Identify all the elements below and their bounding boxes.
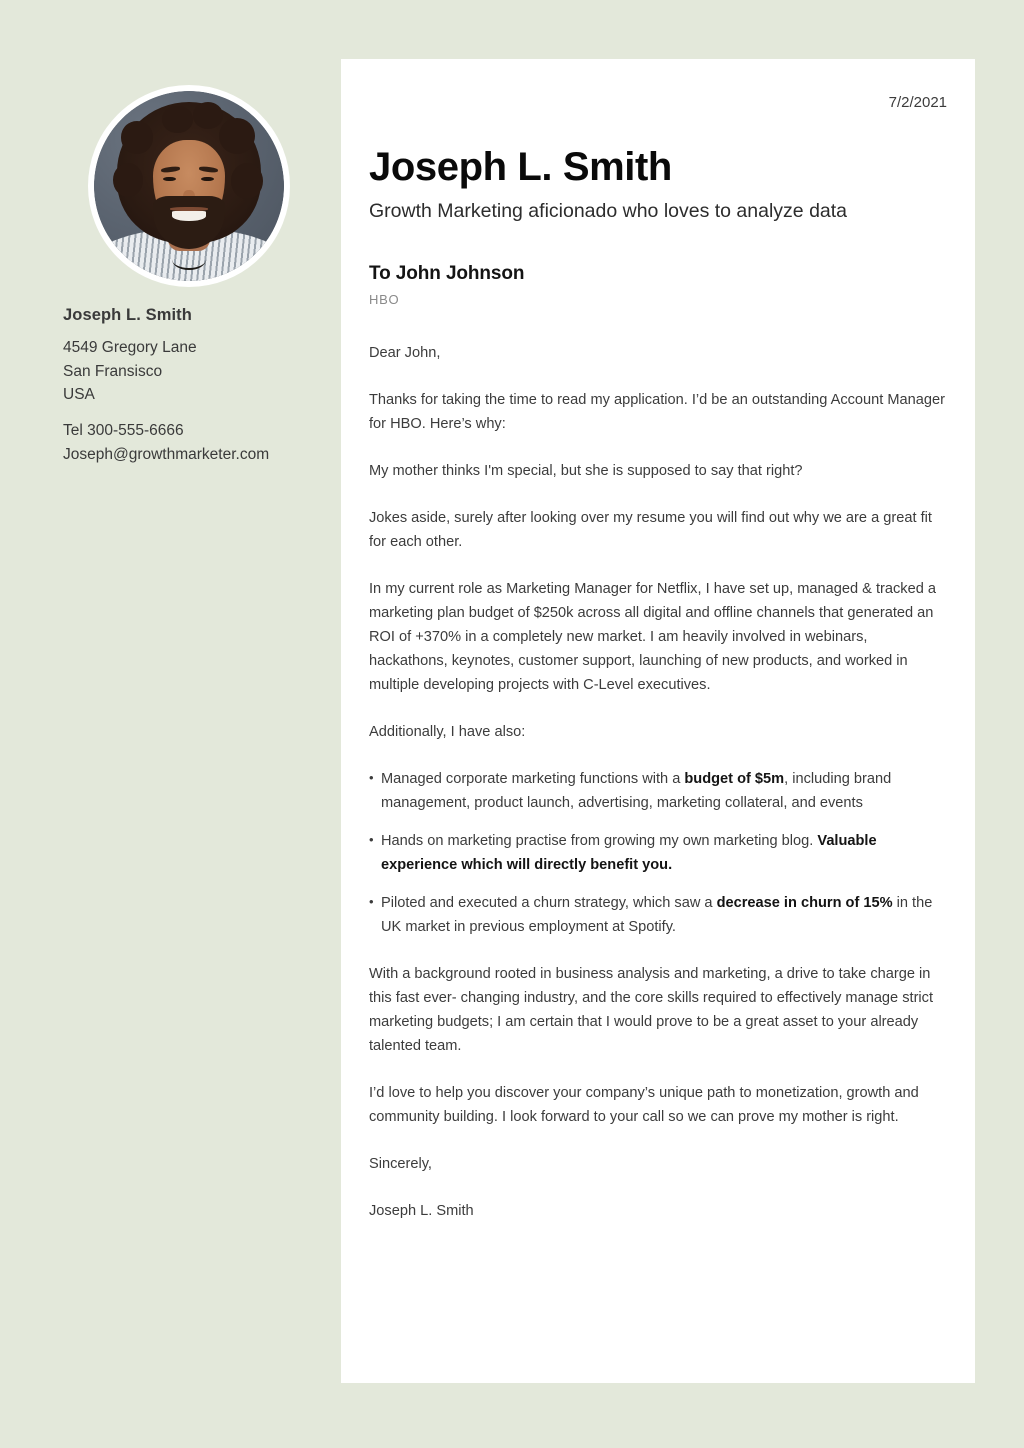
photo-eye-left bbox=[163, 177, 175, 182]
photo-necklace bbox=[172, 249, 206, 270]
bullet-text-bold: decrease in churn of 15% bbox=[716, 895, 893, 911]
photo-hair-curl bbox=[162, 106, 192, 133]
address-street: 4549 Gregory Lane bbox=[63, 339, 197, 356]
avatar-photo bbox=[94, 91, 284, 281]
photo-hair-curl bbox=[121, 121, 153, 153]
contact-email[interactable]: Joseph@growthmarketer.com bbox=[63, 445, 270, 463]
bullet-text-bold: budget of $5m bbox=[684, 771, 785, 787]
signature: Joseph L. Smith bbox=[369, 1203, 474, 1219]
bullet-text-post: in the UK market in previous employment at Spotify. bbox=[381, 895, 933, 935]
sidebar-contact bbox=[63, 419, 269, 466]
achievements-list bbox=[369, 767, 949, 939]
address-city: San Fransisco bbox=[63, 362, 163, 380]
list-item bbox=[369, 829, 949, 877]
sidebar-address bbox=[63, 336, 197, 407]
letter-card bbox=[341, 59, 975, 1383]
page-title: Joseph L. Smith bbox=[369, 145, 672, 189]
avatar bbox=[88, 85, 290, 287]
bullets-intro: Additionally, I have also: bbox=[369, 724, 526, 740]
letter-tagline: Growth Marketing aficionado who loves to analyze data bbox=[369, 200, 848, 222]
letter-date: 7/2/2021 bbox=[888, 94, 947, 111]
bullet-text-post: , including brand management, product launch, advertising, marketing collateral, and events bbox=[381, 771, 892, 811]
letter-content bbox=[369, 144, 949, 1246]
photo-smile bbox=[172, 211, 206, 221]
body-paragraph: With a background rooted in business analysis and marketing, a drive to take charge in this fast ever- changing industry, and the core skills required to effectively manage strict marketing budgets; I am certain that I would prove to be a great asset to your already talented team. bbox=[369, 966, 934, 1054]
body-paragraph: Jokes aside, surely after looking over my resume you will find out why we are a great fit for each other. bbox=[369, 510, 932, 550]
contact-phone: Tel 300-555-6666 bbox=[63, 422, 184, 439]
salutation: Dear John, bbox=[369, 345, 441, 361]
recipient-company: HBO bbox=[369, 292, 400, 307]
body-paragraph: Thanks for taking the time to read my application. I’d be an outstanding Account Manager for HBO. Here’s why: bbox=[369, 392, 945, 432]
sidebar-name: Joseph L. Smith bbox=[63, 306, 192, 324]
list-item bbox=[369, 891, 949, 939]
body-paragraph: In my current role as Marketing Manager for Netflix, I have set up, managed & tracked a marketing plan budget of $250k across all digital and offline channels that generated an ROI of +370% in a completely new market. I am heavily involved in webinars, hackathons, keynotes, customer support, launching of new products, and worked in multiple developing projects with C-Level executives. bbox=[369, 581, 936, 693]
letter-body bbox=[369, 341, 949, 1223]
bullet-text-pre: Piloted and executed a churn strategy, which saw a bbox=[381, 895, 717, 911]
address-country: USA bbox=[63, 386, 95, 403]
photo-hair-curl bbox=[219, 118, 255, 154]
bullet-text-pre: Managed corporate marketing functions with a bbox=[381, 771, 685, 787]
body-paragraph: I’d love to help you discover your company’s unique path to monetization, growth and community building. I look forward to your call so we can prove my mother is right. bbox=[369, 1085, 919, 1125]
sign-off: Sincerely, bbox=[369, 1156, 432, 1172]
photo-hair-curl bbox=[193, 102, 223, 129]
photo-eye-right bbox=[201, 177, 213, 182]
bullet-text-bold: Valuable experience which will directly benefit you. bbox=[381, 833, 877, 873]
body-paragraph: My mother thinks I'm special, but she is supposed to say that right? bbox=[369, 463, 803, 479]
recipient-name: To John Johnson bbox=[369, 263, 525, 284]
sidebar bbox=[0, 0, 341, 1448]
bullet-text-pre: Hands on marketing practise from growing my own marketing blog. bbox=[381, 833, 818, 849]
list-item bbox=[369, 767, 949, 815]
